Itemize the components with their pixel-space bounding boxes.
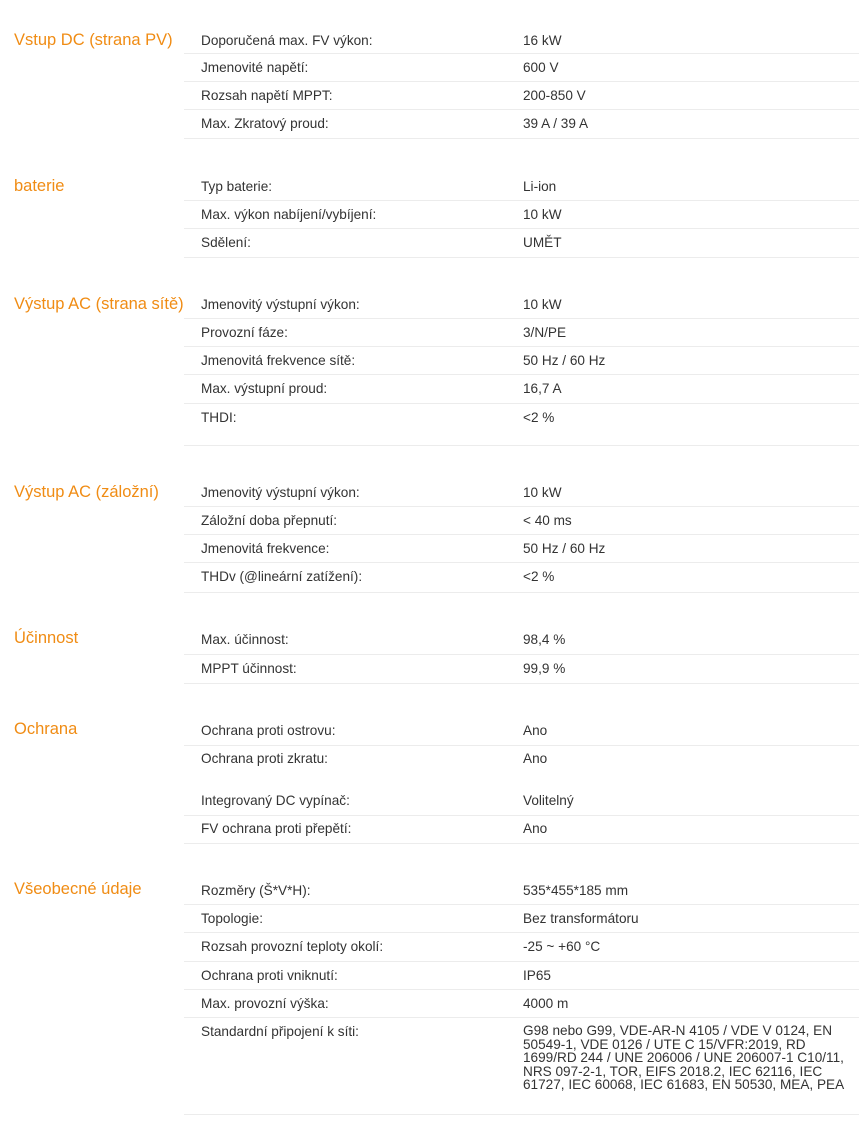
spec-label: THDI: bbox=[201, 410, 237, 425]
spec-label: Jmenovitý výstupní výkon: bbox=[201, 297, 360, 312]
spec-value: <2 % bbox=[523, 410, 555, 425]
spec-label: FV ochrana proti přepětí: bbox=[201, 821, 352, 836]
spec-row bbox=[184, 201, 859, 229]
spec-label: Záložní doba přepnutí: bbox=[201, 513, 338, 528]
spec-value: -25 ~ +60 °C bbox=[523, 939, 601, 954]
spec-value: 600 V bbox=[523, 60, 559, 75]
spec-label: Max. výstupní proud: bbox=[201, 381, 328, 396]
spec-row bbox=[184, 816, 859, 844]
spec-row bbox=[184, 746, 859, 774]
spec-row bbox=[184, 319, 859, 347]
spec-label: Ochrana proti zkratu: bbox=[201, 751, 328, 766]
spec-label: Typ baterie: bbox=[201, 179, 273, 194]
spec-label: Jmenovité napětí: bbox=[201, 60, 309, 75]
spec-row bbox=[184, 110, 859, 139]
spec-label: Provozní fáze: bbox=[201, 325, 288, 340]
spec-row bbox=[184, 54, 859, 82]
spec-row bbox=[184, 375, 859, 404]
section-title: Účinnost bbox=[14, 629, 79, 647]
spec-row bbox=[184, 879, 859, 905]
spec-value: IP65 bbox=[523, 968, 551, 983]
spec-row bbox=[184, 719, 859, 746]
spec-label: Ochrana proti ostrovu: bbox=[201, 723, 336, 738]
spec-value: Ano bbox=[523, 723, 548, 738]
spec-value: 99,9 % bbox=[523, 661, 566, 676]
spec-label: Sdělení: bbox=[201, 235, 251, 250]
spec-label: Max. Zkratový proud: bbox=[201, 116, 329, 131]
spec-value: UMĚT bbox=[523, 235, 562, 250]
spec-value: Bez transformátoru bbox=[523, 911, 639, 926]
spec-label: MPPT účinnost: bbox=[201, 661, 297, 676]
spec-value: 50 Hz / 60 Hz bbox=[523, 353, 606, 368]
spec-row bbox=[184, 507, 859, 535]
spec-value: 10 kW bbox=[523, 297, 562, 312]
spec-row bbox=[184, 628, 859, 655]
spec-value: Ano bbox=[523, 821, 548, 836]
spec-label: Rozměry (Š*V*H): bbox=[201, 883, 311, 898]
spec-row bbox=[184, 774, 859, 816]
spec-row bbox=[184, 535, 859, 563]
spec-label: THDv (@lineární zatížení): bbox=[201, 569, 363, 584]
spec-row bbox=[184, 82, 859, 110]
spec-label: Max. účinnost: bbox=[201, 632, 289, 647]
spec-label: Ochrana proti vniknutí: bbox=[201, 968, 338, 983]
spec-value: 16 kW bbox=[523, 33, 562, 48]
section-title: Vstup DC (strana PV) bbox=[14, 31, 173, 49]
spec-value: 16,7 A bbox=[523, 381, 562, 396]
section-title: Všeobecné údaje bbox=[14, 880, 142, 898]
spec-label: Max. provozní výška: bbox=[201, 996, 329, 1011]
spec-value: < 40 ms bbox=[523, 513, 572, 528]
spec-row bbox=[184, 962, 859, 990]
spec-value: 50 Hz / 60 Hz bbox=[523, 541, 606, 556]
spec-value: 98,4 % bbox=[523, 632, 566, 647]
spec-row bbox=[184, 229, 859, 258]
spec-row bbox=[184, 30, 859, 54]
spec-value: 535*455*185 mm bbox=[523, 883, 629, 898]
spec-label: Jmenovitá frekvence sítě: bbox=[201, 353, 356, 368]
section-title: baterie bbox=[14, 177, 65, 195]
spec-label: Jmenovitý výstupní výkon: bbox=[201, 485, 360, 500]
spec-value: 10 kW bbox=[523, 207, 562, 222]
spec-label: Max. výkon nabíjení/vybíjení: bbox=[201, 207, 377, 222]
section-title: Výstup AC (strana sítě) bbox=[14, 295, 184, 313]
section-title: Ochrana bbox=[14, 720, 78, 738]
spec-value: G98 nebo G99, VDE-AR-N 4105 / VDE V 0124, EN 50549-1, VDE 0126 / UTE C 15/VFR:2019, RD 1699/RD 244 / UNE 206006 / UNE 206007-1 C10/11, NRS 097-2-1, TOR, EIFS 2018.2, IEC 62116, IEC 61727, IEC 60068, IEC 61683, EN 50530, MEA, PEA bbox=[523, 1023, 845, 1093]
spec-label: Jmenovitá frekvence: bbox=[201, 541, 330, 556]
spec-row bbox=[184, 294, 859, 319]
spec-row bbox=[184, 933, 859, 962]
spec-value: 4000 m bbox=[523, 996, 569, 1011]
spec-label: Integrovaný DC vypínač: bbox=[201, 793, 350, 808]
spec-row bbox=[184, 905, 859, 933]
spec-value: Volitelný bbox=[523, 793, 574, 808]
spec-value: 39 A / 39 A bbox=[523, 116, 589, 131]
spec-label: Doporučená max. FV výkon: bbox=[201, 33, 373, 48]
spec-label: Standardní připojení k síti: bbox=[201, 1024, 359, 1039]
spec-row bbox=[184, 1018, 859, 1115]
spec-value: 10 kW bbox=[523, 485, 562, 500]
spec-row bbox=[184, 655, 859, 684]
spec-row bbox=[184, 563, 859, 593]
spec-label: Topologie: bbox=[201, 911, 263, 926]
spec-value: <2 % bbox=[523, 569, 555, 584]
spec-label: Rozsah napětí MPPT: bbox=[201, 88, 333, 103]
spec-row bbox=[184, 347, 859, 375]
spec-value: Li-ion bbox=[523, 179, 557, 194]
section-title: Výstup AC (záložní) bbox=[14, 483, 159, 501]
spec-value: Ano bbox=[523, 751, 548, 766]
spec-row bbox=[184, 990, 859, 1018]
spec-value: 200-850 V bbox=[523, 88, 586, 103]
spec-row bbox=[184, 404, 859, 446]
spec-label: Rozsah provozní teploty okolí: bbox=[201, 939, 384, 954]
spec-row bbox=[184, 482, 859, 507]
spec-value: 3/N/PE bbox=[523, 325, 567, 340]
spec-row bbox=[184, 176, 859, 201]
